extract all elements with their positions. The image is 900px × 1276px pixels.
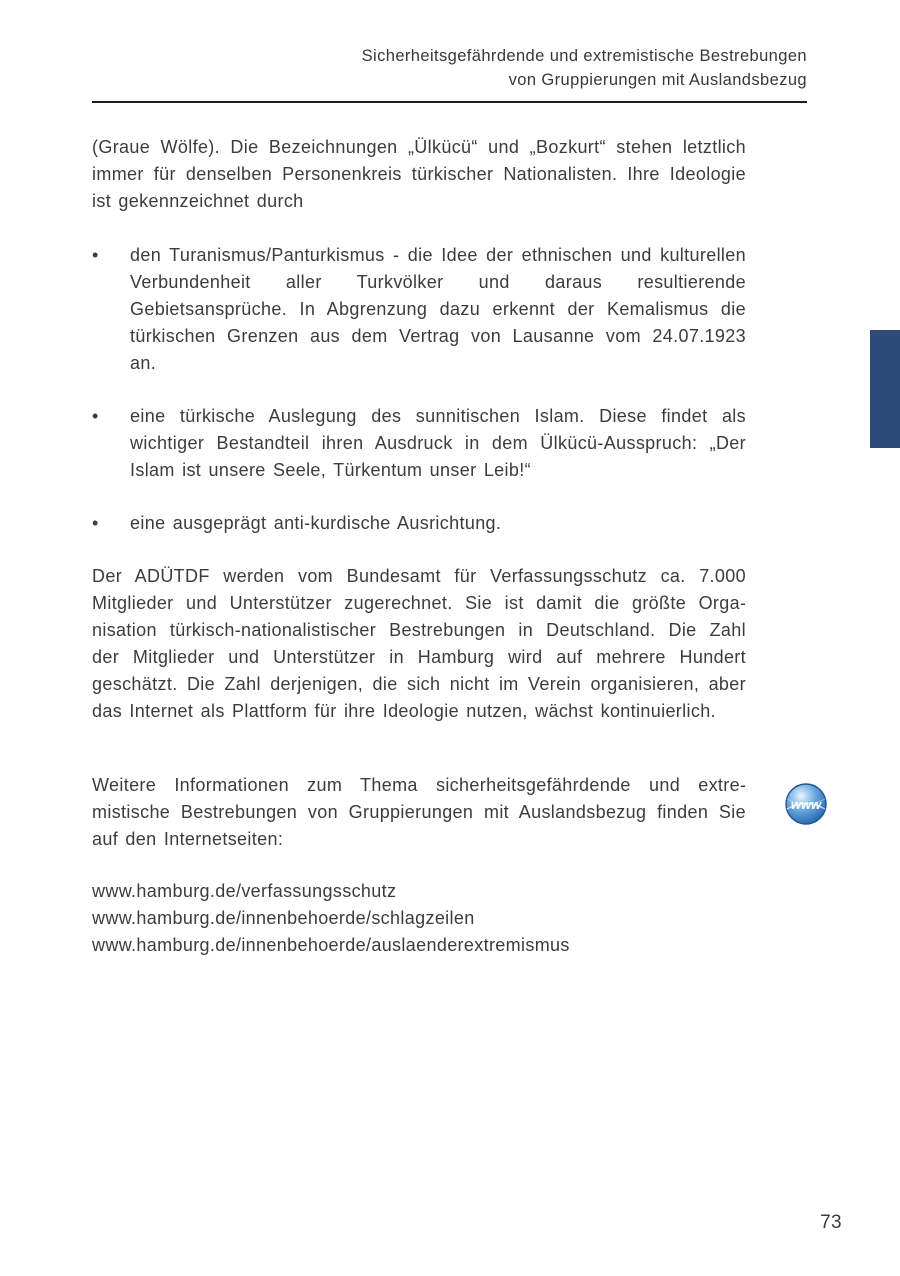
link-auslaenderextremismus[interactable]: www.hamburg.de/innenbehoerde/auslaenderextremismus: [92, 935, 570, 955]
link-schlagzeilen[interactable]: www.hamburg.de/innenbehoerde/schlagzeilen: [92, 908, 475, 928]
list-item: [92, 242, 746, 377]
running-head-line1: Sicherheitsgefährdende und extremistische Bestrebungen: [361, 47, 807, 65]
list-item: [92, 510, 746, 537]
bullet-text-islam: eine türkische Auslegung des sunnitischen Islam. Diese findet als wichtiger Bestandteil ihren Ausdruck in dem Ülkücü-Ausspruch: „Der Islam ist unsere Seele, Türkentum unser Leib!“: [130, 406, 746, 480]
bullet-text-antikurdisch: eine ausgeprägt anti-kurdische Ausrichtung.: [130, 513, 502, 533]
bullet-icon: •: [92, 406, 99, 426]
link-verfassungsschutz[interactable]: www.hamburg.de/verfassungsschutz: [92, 881, 397, 901]
members-paragraph: Der ADÜTDF werden vom Bundesamt für Verfassungsschutz ca. 7.000 Mitglieder und Unterstützer zugerechnet. Sie ist damit die größte Organisation türkisch-nationalistischer Bestrebungen in Deutschland. Die Zahl der Mitglieder und Unterstützer in Hamburg wird auf mehrere Hundert geschätzt. Die Zahl derjenigen, die sich nicht im Verein organisieren, aber das Internet als Plattform für ihre Ideologie nutzen, wächst kontinuierlich.: [92, 566, 746, 721]
running-head-line2: von Gruppierungen mit Auslandsbezug: [508, 71, 807, 89]
page-body: [92, 134, 746, 959]
intro-paragraph: (Graue Wölfe). Die Bezeichnungen „Ülkücü“ und „Bozkurt“ stehen letztlich immer für denselben Personenkreis türkischer Nationalisten. Ihre Ideologie ist gekennzeichnet durch: [92, 137, 746, 211]
chapter-tab-marker: [870, 330, 900, 448]
list-item: [92, 403, 746, 484]
running-head: [92, 44, 807, 103]
bullet-icon: •: [92, 245, 99, 265]
bullet-icon: •: [92, 513, 99, 533]
www-label: www: [790, 797, 822, 812]
www-globe-icon: [784, 782, 828, 826]
page-number: 73: [820, 1212, 842, 1233]
ideology-bullet-list: [92, 242, 746, 537]
further-info-paragraph: Weitere Informationen zum Thema sicherheitsgefährdende und extremistische Bestrebungen von Gruppierungen mit Auslandsbezug finden Sie auf den Internetseiten:: [92, 775, 746, 849]
bullet-text-turanism: den Turanismus/Panturkismus - die Idee der ethnischen und kulturellen Verbundenheit aller Turkvölker und daraus resultierende Gebietsansprüche. In Abgrenzung dazu erkennt der Kemalismus die türkischen Grenzen aus dem Vertrag von Lausanne vom 24.07.1923 an.: [130, 245, 746, 373]
link-list: [92, 878, 746, 959]
